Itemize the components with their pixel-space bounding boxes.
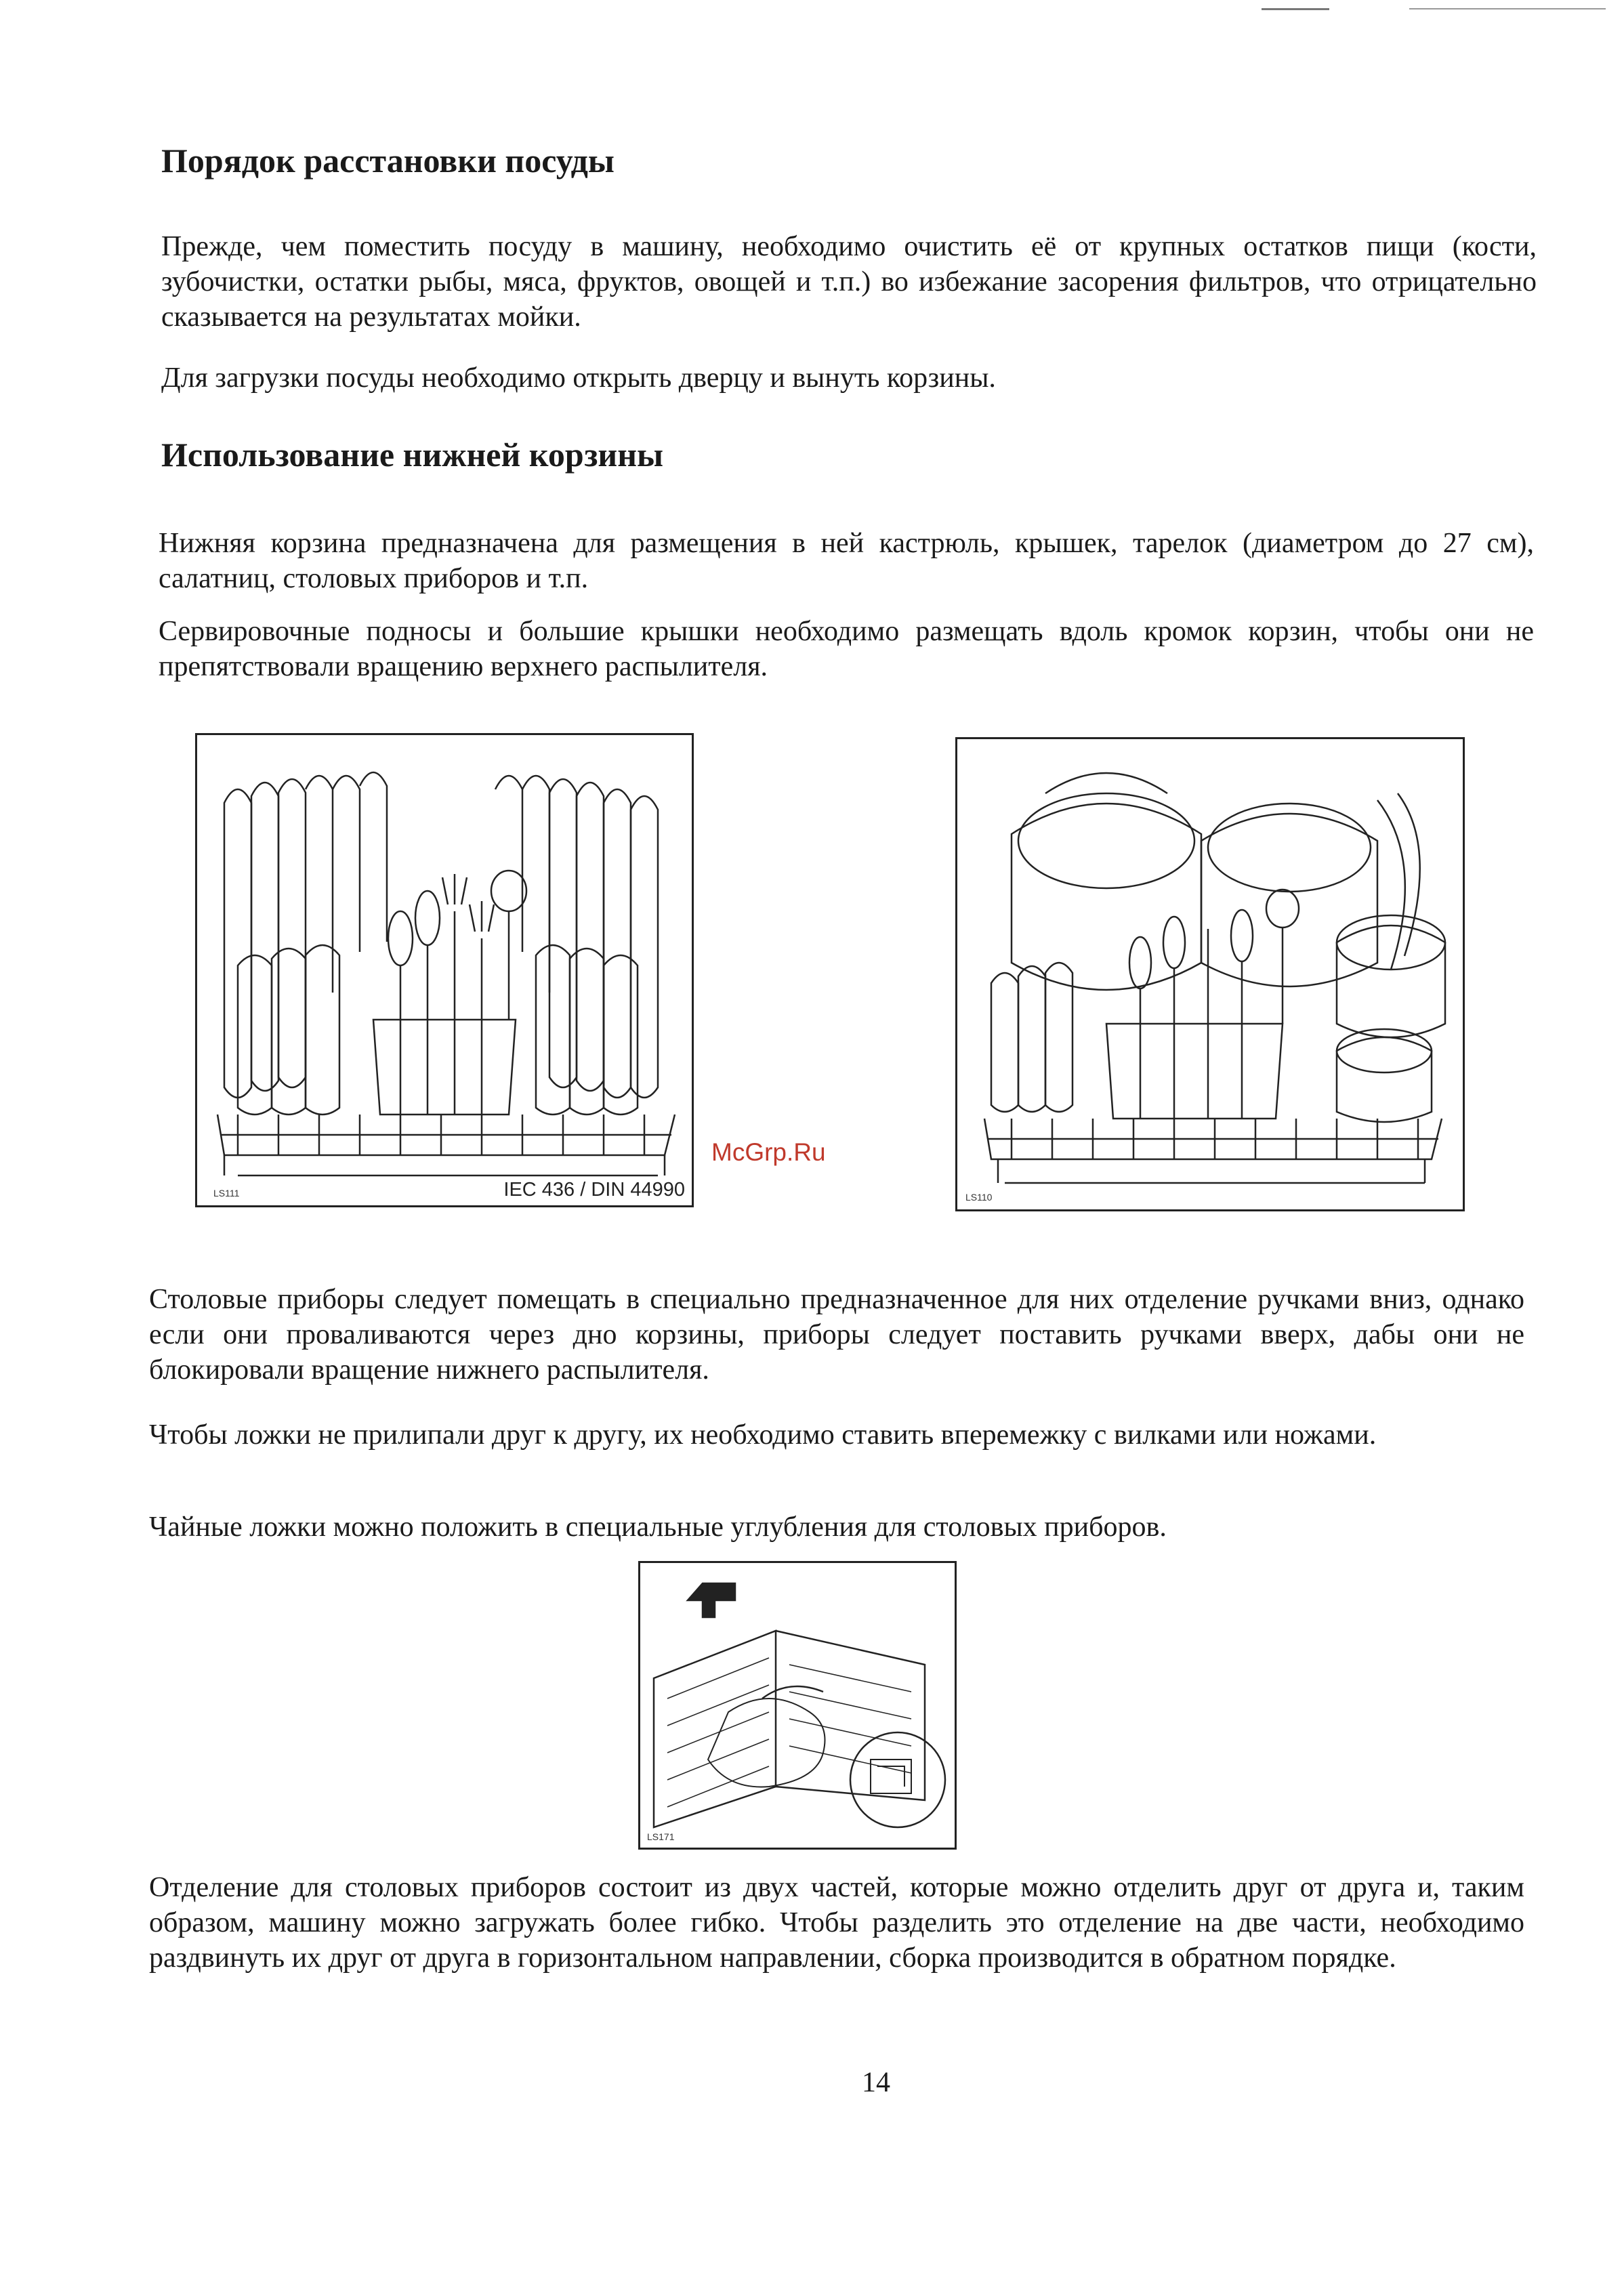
figure-standard-label: IEC 436 / DIN 44990 — [503, 1179, 685, 1201]
cutlery-basket-illustration — [640, 1563, 957, 1850]
basket-plates-illustration — [197, 735, 694, 1207]
paragraph-lower-basket: Нижняя корзина предназначена для размещения в ней кастрюль, крышек, тарелок (диаметром до 27 см), салатниц, столовых приборов и т.п. — [159, 528, 1534, 594]
paragraph-cutlery-placement: Столовые приборы следует помещать в специально предназначенное для них отделение ручками вниз, однако если они проваливаются через дно корзины, приборы следует поставить ручками вверх, дабы они не блокировали вращение нижнего распылителя. — [149, 1284, 1524, 1386]
basket-pots-illustration — [957, 739, 1465, 1211]
figure-code-ls171: LS171 — [647, 1831, 675, 1842]
paragraph-trays: Сервировочные подносы и большие крышки необходимо размещать вдоль кромок корзин, чтобы они не препятствовали вращению верхнего распылителя. — [159, 616, 1534, 682]
top-rule-1 — [1262, 8, 1329, 10]
figure-cutlery-basket — [638, 1561, 957, 1850]
figure-lower-basket-pots — [955, 737, 1465, 1211]
paragraph-cleaning: Прежде, чем поместить посуду в машину, необходимо очистить её от крупных остатков пищи (кости, зубочистки, остатки рыбы, мяса, фруктов, овощей и т.п.) во избежание засорения фильтров, что отрицательно сказывается на результатах мойки. — [161, 231, 1537, 333]
figure-code-ls110: LS110 — [965, 1192, 993, 1203]
section-heading-lower-basket: Использование нижней корзины — [161, 436, 664, 474]
watermark: McGrp.Ru — [711, 1138, 826, 1166]
paragraph-cutlery-compartment: Отделение для столовых приборов состоит из двух частей, которые можно отделить друг от друга и, таким образом, машину можно загружать более гибко. Чтобы разделить это отделение на две части, необходимо раздвинуть их друг от друга в горизонтальном направлении, сборка производится в обратном порядке. — [149, 1872, 1524, 1974]
paragraph-teaspoons: Чайные ложки можно положить в специальные углубления для столовых приборов. — [149, 1512, 1167, 1543]
paragraph-open-door: Для загрузки посуды необходимо открыть дверцу и вынуть корзины. — [161, 362, 996, 394]
figure-code-ls111: LS111 — [213, 1188, 240, 1199]
top-rule-2 — [1409, 8, 1606, 9]
paragraph-spoons: Чтобы ложки не прилипали друг к другу, их необходимо ставить вперемежку с вилками или ножами. — [149, 1419, 1377, 1451]
page-number: 14 — [862, 2067, 890, 2098]
figure-lower-basket-plates — [195, 733, 694, 1207]
section-heading-order: Порядок расстановки посуды — [161, 142, 615, 180]
